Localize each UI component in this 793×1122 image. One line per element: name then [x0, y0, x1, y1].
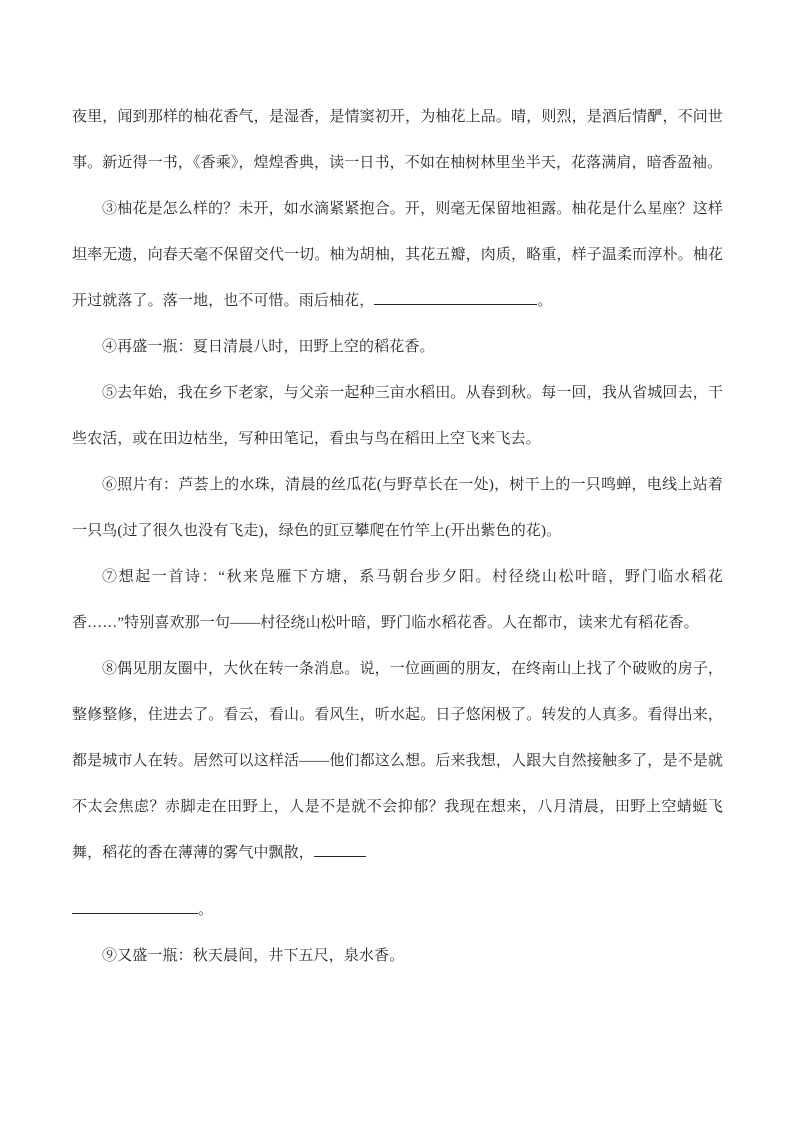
paragraph	[72, 933, 723, 979]
paragraph	[72, 370, 723, 462]
fill-in-blank-line	[314, 841, 366, 857]
fill-in-blank-line	[374, 289, 537, 305]
paragraph	[72, 646, 723, 876]
paragraph	[72, 186, 723, 324]
paragraph-text: ⑨又盛一瓶：秋天晨间，井下五尺，泉水香。	[102, 948, 405, 964]
paragraph-blank-continuation	[72, 887, 723, 933]
paragraph-text: ⑥照片有：芦荟上的水珠，清晨的丝瓜花(与野草长在一处)，树干上的一只鸣蝉，电线上站着一只鸟(过了很久也没有飞走)，绿色的豇豆攀爬在竹竿上(开出紫色的花)。	[72, 477, 723, 539]
paragraph-text: 夜里，闻到那样的柚花香气，是湿香，是情窦初开，为柚花上品。晴，则烈，是酒后情酽，不问世事。新近得一书，《香乘》，煌煌香典，读一日书，不如在柚树林里坐半天，花落满肩，暗香盈袖。	[72, 109, 723, 171]
paragraph	[72, 462, 723, 554]
fill-in-blank-line	[72, 898, 198, 914]
paragraph	[72, 324, 723, 370]
paragraph-text: ⑧偶见朋友圈中，大伙在转一条消息。说，一位画画的朋友，在终南山上找了个破败的房子，整修整修，住进去了。看云，看山。看风生，听水起。日子悠闲极了。转发的人真多。看得出来，都是城市人在转。居然可以这样活——他们都这么想。后来我想，人跟大自然接触多了，是不是就不太会焦虑？赤脚走在田野上，人是不是就不会抑郁？我现在想来，八月清晨，田野上空蜻蜓飞舞，稻花的香在薄薄的雾气中飘散，	[72, 661, 723, 861]
document-body	[72, 94, 723, 979]
paragraph-text: 。	[537, 293, 553, 309]
paragraph	[72, 94, 723, 186]
paragraph-text: ③柚花是怎么样的？未开，如水滴紧紧抱合。开，则毫无保留地袒露。柚花是什么星座？这样坦率无遗，向春天毫不保留交代一切。柚为胡柚，其花五瓣，肉质，略重，样子温柔而淳朴。柚花开过就落了。落一地，也不可惜。雨后柚花，	[72, 201, 723, 309]
paragraph-text: ④再盛一瓶：夏日清晨八时，田野上空的稻花香。	[102, 339, 435, 355]
paragraph-text: ⑦想起一首诗：“秋来凫雁下方塘，系马朝台步夕阳。村径绕山松叶暗，野门临水稻花香……”特别喜欢那一句——村径绕山松叶暗，野门临水稻花香。人在都市，读来尤有稻花香。	[72, 569, 723, 631]
paragraph-text: 。	[198, 902, 214, 918]
paragraph-text: ⑤去年始，我在乡下老家，与父亲一起种三亩水稻田。从春到秋。每一回，我从省城回去，干些农活，或在田边枯坐，写种田笔记，看虫与鸟在稻田上空飞来飞去。	[72, 385, 723, 447]
paragraph	[72, 554, 723, 646]
